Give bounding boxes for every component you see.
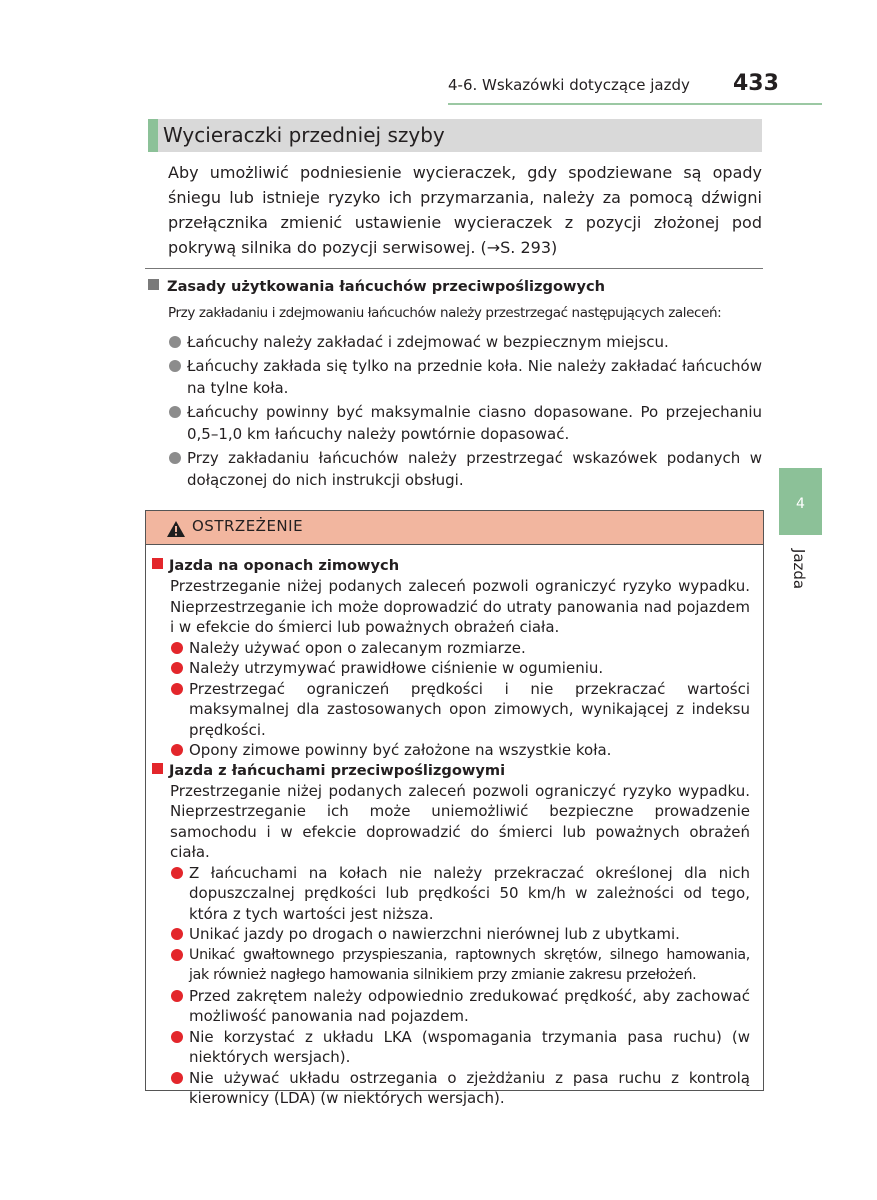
bullet-icon (171, 949, 183, 961)
intro-text: Aby umożliwić podniesienie wycieraczek, gdy spodziewane są opady śniegu lub istnieje ryzyko ich przymarzania, należy za pomocą dźwigni przełącznika zmienić ustawienie wycieraczek z pozycji złożonej pod pokrywą silnika do pozycji serwisowej. (→S. 293) (168, 163, 762, 257)
section-divider (145, 268, 763, 269)
title-accent-stripe (148, 119, 158, 152)
list-item: Przy zakładaniu łańcuchów należy przestrzegać wskazówek podanych w dołączonej do nich instrukcji obsługi. (168, 447, 762, 491)
bullet-icon (171, 1031, 183, 1043)
bullet-icon (169, 336, 181, 348)
warning-title: OSTRZEŻENIE (192, 517, 304, 535)
chains-warning-list (170, 863, 750, 1109)
bullet-icon (171, 990, 183, 1002)
bullet-icon (171, 867, 183, 879)
winter-tires-heading: Jazda na oponach zimowych (152, 556, 750, 575)
chains-warning-text: Przestrzeganie niżej podanych zaleceń pozwoli ograniczyć ryzyko wypadku. Nieprzestrzeganie ich może uniemożliwić bezpieczne prowadzenie samochodu i w efekcie doprowadzić do śmierci lub poważnych obrażeń ciała. (170, 781, 750, 861)
bullet-icon (169, 406, 181, 418)
chapter-tab (779, 468, 822, 535)
winter-tires-text: Przestrzeganie niżej podanych zaleceń pozwoli ograniczyć ryzyko wypadku. Nieprzestrzeganie ich może doprowadzić do utraty panowania nad pojazdem i w efekcie do śmierci lub poważnych obrażeń ciała. (170, 577, 750, 636)
chapter-number: 4 (796, 496, 805, 512)
list-item: Nie używać układu ostrzegania o zjeżdżaniu z pasa ruchu z kontrolą kierownicy (LDA) (w niektórych wersjach). (170, 1068, 750, 1109)
list-item: Z łańcuchami na kołach nie należy przekraczać określonej dla nich dopuszczalnej prędkości lub prędkości 50 km/h w zależności od tego, która z tych wartości jest niższa. (170, 863, 750, 925)
warning-triangle-icon (166, 520, 186, 538)
header-rule (448, 103, 822, 105)
list-item: Opony zimowe powinny być założone na wszystkie koła. (170, 740, 750, 761)
bullet-icon (171, 928, 183, 940)
list-item: Przed zakrętem należy odpowiednio zredukować prędkość, aby zachować możliwość panowania nad pojazdem. (170, 986, 750, 1027)
chapter-label: Jazda (790, 548, 808, 590)
bullet-icon (169, 360, 181, 372)
bullet-icon (169, 452, 181, 464)
list-item: Łańcuchy powinny być maksymalnie ciasno dopasowane. Po przejechaniu 0,5–1,0 km łańcuchy należy powtórnie dopasować. (168, 401, 762, 445)
winter-tires-list (170, 638, 750, 761)
list-item: Łańcuchy zakłada się tylko na przednie koła. Nie należy zakładać łańcuchów na tylne koła. (168, 355, 762, 399)
list-item: Przestrzegać ograniczeń prędkości i nie przekraczać wartości maksymalnej dla zastosowanych opon zimowych, wynikającej z indeksu prędkości. (170, 679, 750, 741)
bullet-icon (171, 662, 183, 674)
red-square-bullet-icon (152, 763, 163, 774)
chains-heading (148, 278, 605, 295)
warning-box (145, 510, 764, 1107)
chains-list (168, 331, 762, 493)
red-square-bullet-icon (152, 558, 163, 569)
section-title-bar (148, 119, 762, 152)
bullet-icon (171, 1072, 183, 1084)
warning-body (152, 556, 750, 1109)
list-item: Należy używać opon o zalecanym rozmiarze. (170, 638, 750, 659)
chains-heading-text: Zasady użytkowania łańcuchów przeciwpoślizgowych (167, 278, 606, 295)
square-bullet-icon (148, 279, 159, 290)
list-item: Unikać jazdy po drogach o nawierzchni nierównej lub z ubytkami. (170, 924, 750, 945)
chains-warning-heading: Jazda z łańcuchami przeciwpoślizgowymi (152, 761, 750, 780)
list-item: Nie korzystać z układu LKA (wspomagania trzymania pasa ruchu) (w niektórych wersjach). (170, 1027, 750, 1068)
bullet-icon (171, 683, 183, 695)
bullet-icon (171, 642, 183, 654)
list-item: Unikać gwałtownego przyspieszania, raptownych skrętów, silnego hamowania, jak również nagłego hamowania silnikiem przy zmianie zakresu przełożeń. (170, 945, 750, 986)
running-header: 4-6. Wskazówki dotyczące jazdy (448, 76, 690, 94)
list-item: Należy utrzymywać prawidłowe ciśnienie w ogumieniu. (170, 658, 750, 679)
list-item: Łańcuchy należy zakładać i zdejmować w bezpiecznym miejscu. (168, 331, 762, 353)
bullet-icon (171, 744, 183, 756)
section-title: Wycieraczki przedniej szyby (163, 123, 445, 147)
warning-header (146, 511, 763, 545)
intro-paragraph (168, 160, 762, 260)
chains-intro: Przy zakładaniu i zdejmowaniu łańcuchów należy przestrzegać następujących zaleceń: (168, 305, 722, 321)
page-number: 433 (733, 71, 779, 96)
